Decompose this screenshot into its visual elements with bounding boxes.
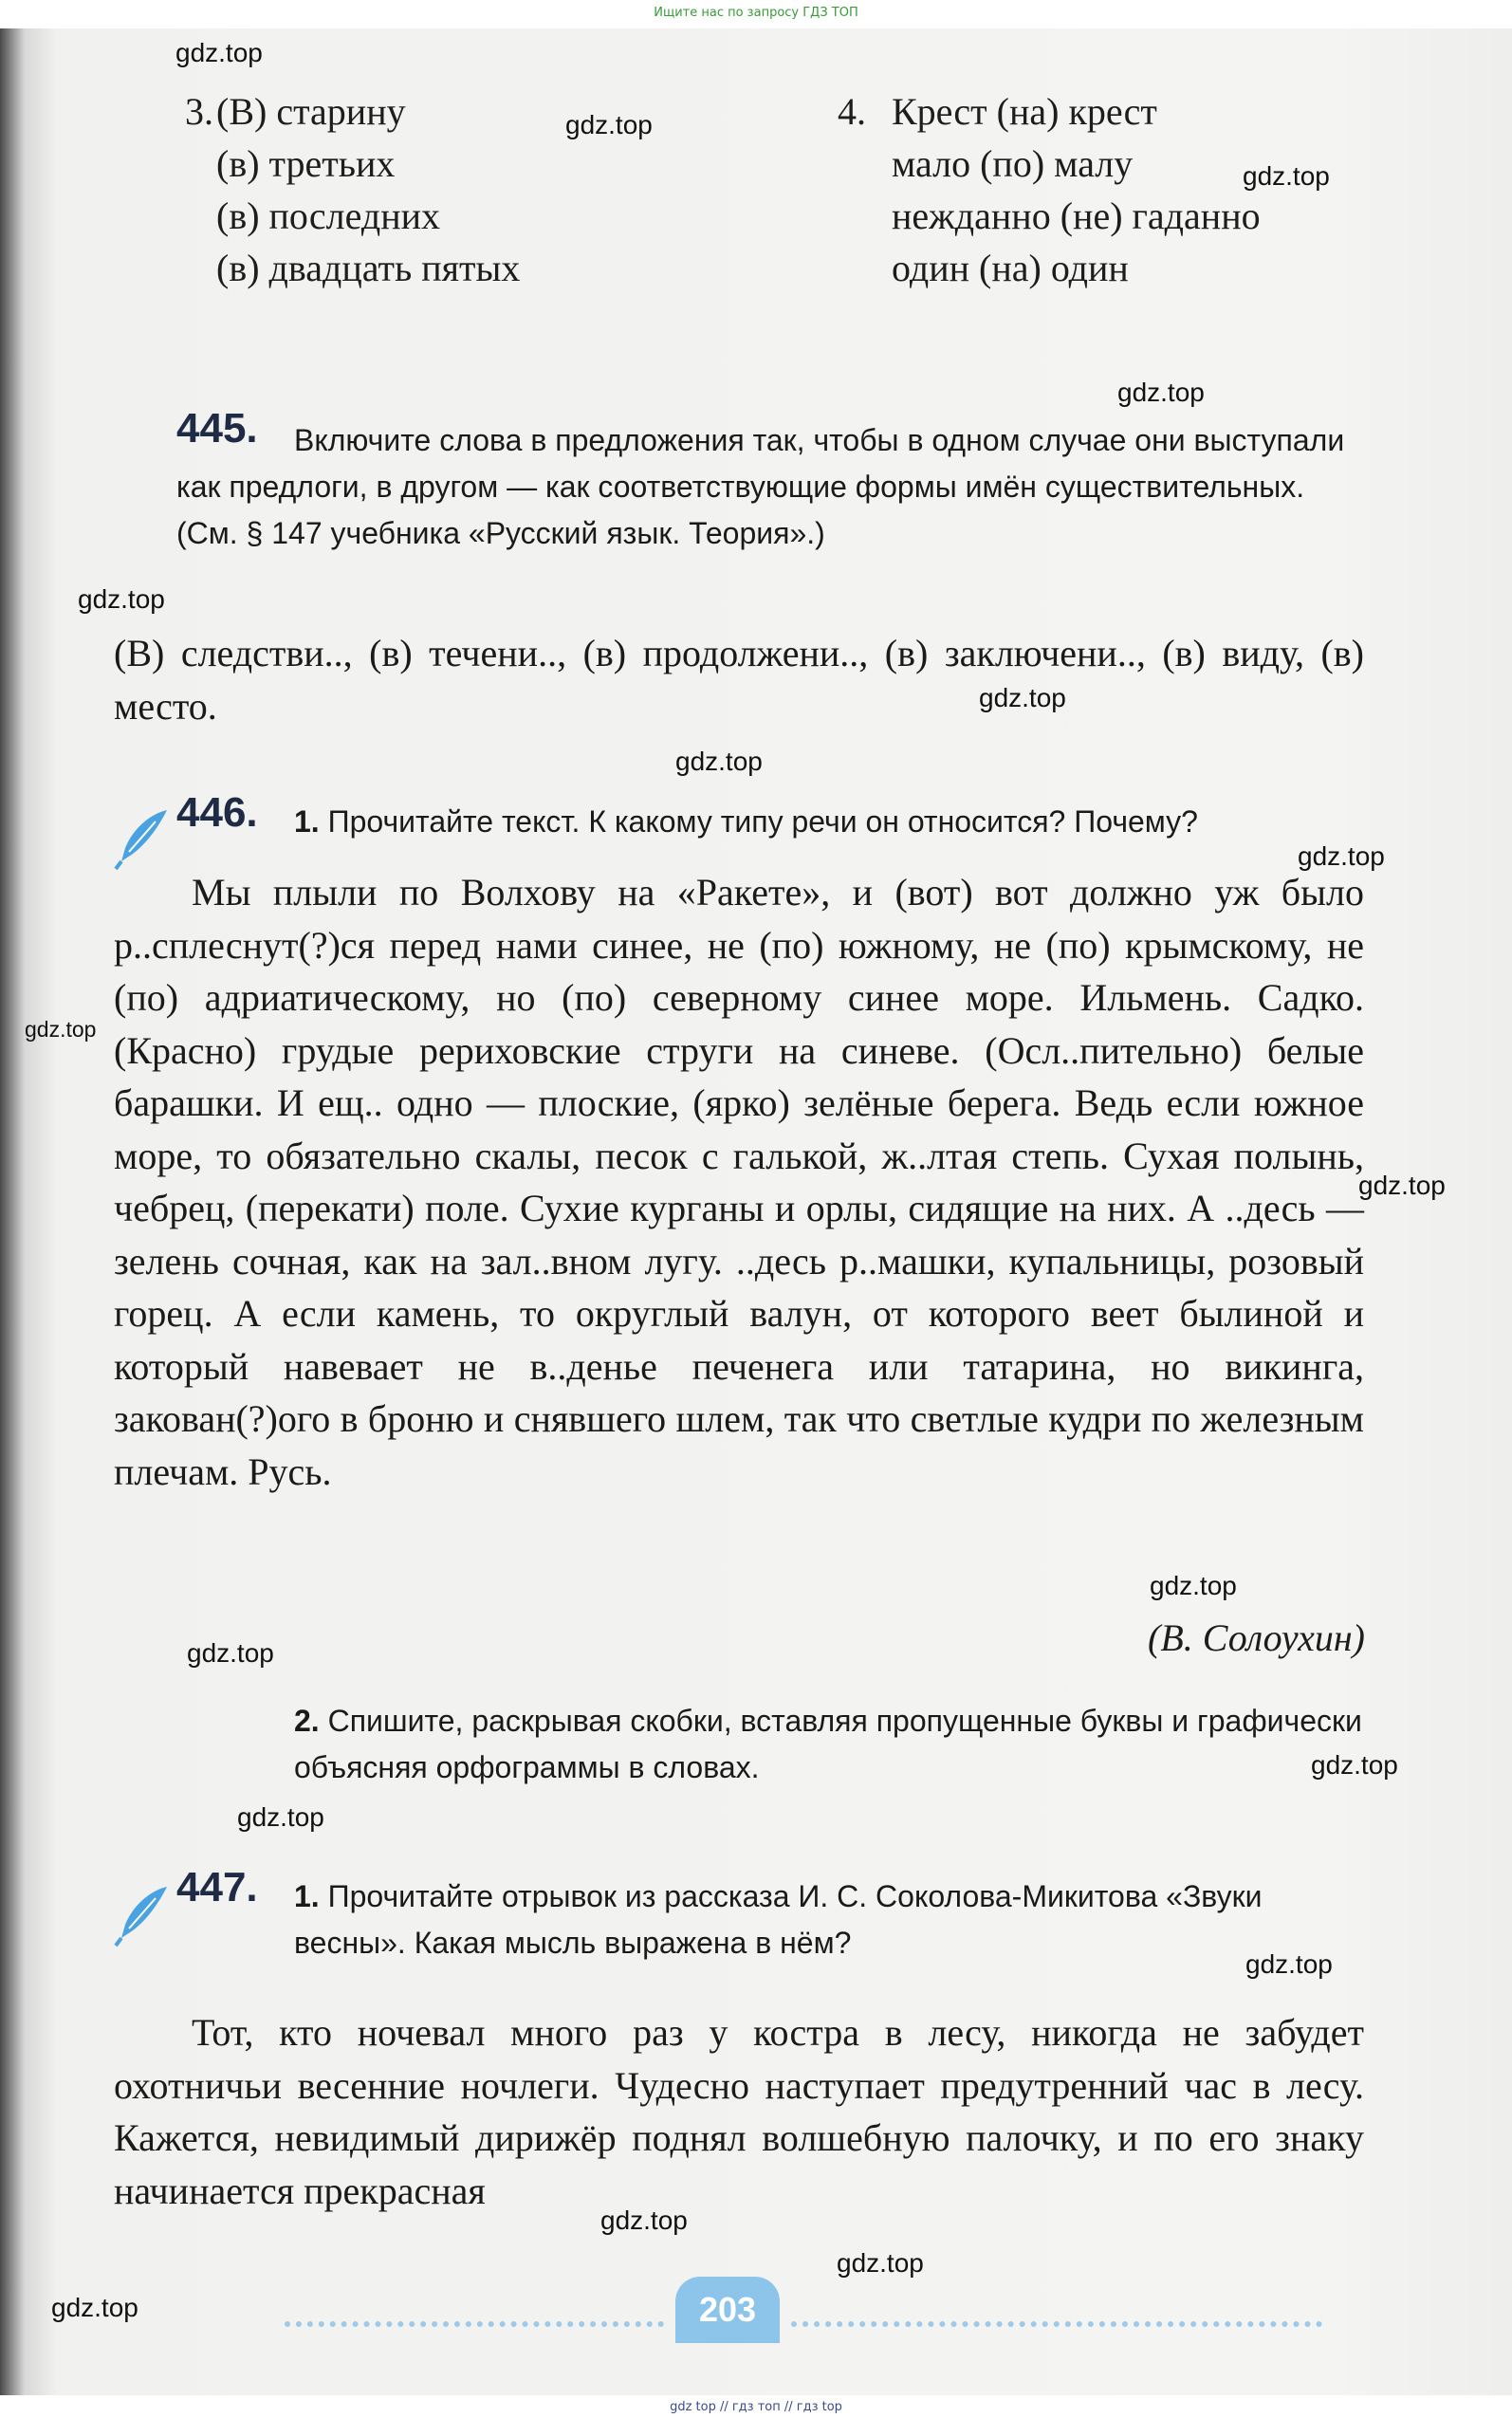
watermark: gdz.top [1358,1171,1446,1200]
watermark: gdz.top [25,1017,97,1042]
task-number: 2. [294,1704,320,1738]
textbook-page [0,28,1512,2395]
exercise-445-number: 445. [176,405,258,452]
exercise-447-number: 447. [176,1864,258,1910]
watermark: gdz.top [1150,1571,1237,1600]
list-left-number: 3. [185,90,213,133]
watermark: gdz.top [1311,1750,1398,1780]
list-item: (В) старину [216,90,406,133]
list-item: мало (по) малу [892,142,1134,185]
task-number: 1. [294,804,320,839]
list-right-number: 4. [838,90,866,133]
watermark: gdz.top [837,2248,924,2278]
watermark: gdz.top [1298,841,1385,871]
list-item: (в) двадцать пятых [216,247,521,289]
exercise-446-task1 [294,799,1366,845]
exercise-445-task: Включите слова в предложения так, чтобы в одном случае они выступали как предлоги, в другом — как соответствующие формы имён существительных. (См. § 147 учебника «Русский язык. Теория».) [176,423,1345,550]
bottom-banner: gdz top // гдз топ // гдз top [670,2400,842,2414]
author-signature: (В. Солоухин) [1148,1616,1365,1659]
watermark: gdz.top [979,683,1066,712]
page-number: 203 [675,2277,780,2343]
watermark: gdz.top [1245,1949,1333,1979]
footer-dotted-line-left [285,2321,664,2327]
list-item: (в) третьих [216,142,396,185]
watermark: gdz.top [1243,161,1330,191]
list-item: (в) последних [216,194,441,237]
watermark: gdz.top [600,2206,688,2235]
exercise-447-text: Тот, кто ночевал много раз у костра в лесу, никогда не забудет охотничьи весенние ночлеги. Чудесно наступает предутренний час в лесу. Кажется, невидимый дирижёр поднял волшебную палочку, и по его знаку начинается прекрасная [114,2011,1364,2212]
task-text: Прочитайте текст. К какому типу речи он относится? Почему? [327,804,1198,839]
list-item: один (на) один [892,247,1129,289]
list-right [892,85,1261,294]
footer-dotted-line-right [791,2321,1322,2327]
exercise-446-number: 446. [176,789,258,836]
watermark: gdz.top [78,584,165,614]
exercise-446-text: Мы плыли по Волхову на «Ракете», и (вот) вот должно уж было р..сплеснут(?)ся перед нами синее, не (по) южному, не (по) крымскому, не (по) адриатическому, но (по) северному синее море. Ильмень. Садко. (Красно) грудые рериховские струги на синеве. (Осл..пительно) белые барашки. И ещ.. одно — плоские, (ярко) зелёные берега. Ведь если южное море, то обязательно скалы, песок с галькой, ж..лтая степь. Сухая полынь, чебрец, (перекати) поле. Сухие курганы и орлы, сидящие на них. А ..десь — зелень сочная, как на зал..вном лугу. ..десь р..машки, купальницы, розовый горец. А если камень, то округлый валун, от которого веет былиной и который навевает не в..денье печенега или татарина, но викинга, закован(?)ого в броню и снявшего шлем, так что светлые кудри по железным плечам. Русь. [114,871,1364,1493]
exercise-447-task1 [294,1873,1364,1966]
feather-pen-icon [112,806,171,871]
task-text: Спишите, раскрывая скобки, вставляя пропущенные буквы и графически объясняя орфограммы в словах. [294,1704,1362,1784]
watermark: gdz.top [187,1638,274,1668]
task-number: 1. [294,1879,320,1913]
list-item: Крест (на) крест [892,90,1157,133]
exercise-445-words: (В) следстви.., (в) течени.., (в) продолжени.., (в) заключени.., (в) виду, (в) место. [114,632,1364,728]
watermark: gdz.top [51,2293,138,2322]
exercise-446-task2 [294,1698,1364,1791]
feather-pen-icon [112,1883,171,1947]
watermark: gdz.top [565,110,653,139]
watermark: gdz.top [675,747,763,776]
top-banner: Ищите нас по запросу ГДЗ ТОП [654,6,858,20]
watermark: gdz.top [237,1802,324,1832]
watermark: gdz.top [175,38,263,67]
list-item: нежданно (не) гаданно [892,194,1261,237]
watermark: gdz.top [1117,378,1205,407]
list-left [216,85,520,294]
task-text: Прочитайте отрывок из рассказа И. С. Соколова-Микитова «Звуки весны». Какая мысль выражена в нём? [294,1879,1263,1960]
